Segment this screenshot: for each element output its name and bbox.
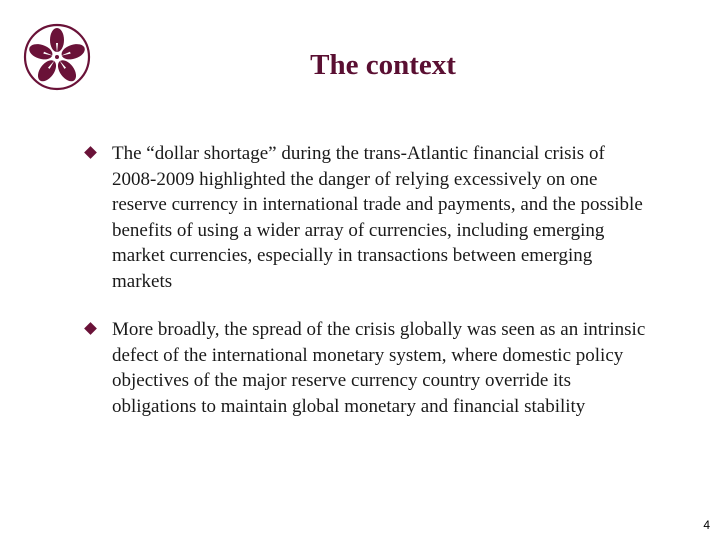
bullet-text: The “dollar shortage” during the trans-Atlantic financial crisis of 2008-2009 highlighted the danger of relying excessively on one reserve currency in international trade and payments, and the possible benefits of using a wider array of currencies, including emerging market currencies, especially in transactions between emerging markets [112,143,643,292]
bullet-text: More broadly, the spread of the crisis globally was seen as an intrinsic defect of the international monetary system, where domestic policy objectives of the major reserve currency country override its obligations to maintain global monetary and financial stability [112,319,646,417]
page-number: 4 [703,518,710,532]
diamond-bullet-icon [84,146,97,159]
slide-title: The context [310,49,456,81]
diamond-bullet-icon [84,322,97,335]
bauhinia-logo-icon [22,22,92,92]
